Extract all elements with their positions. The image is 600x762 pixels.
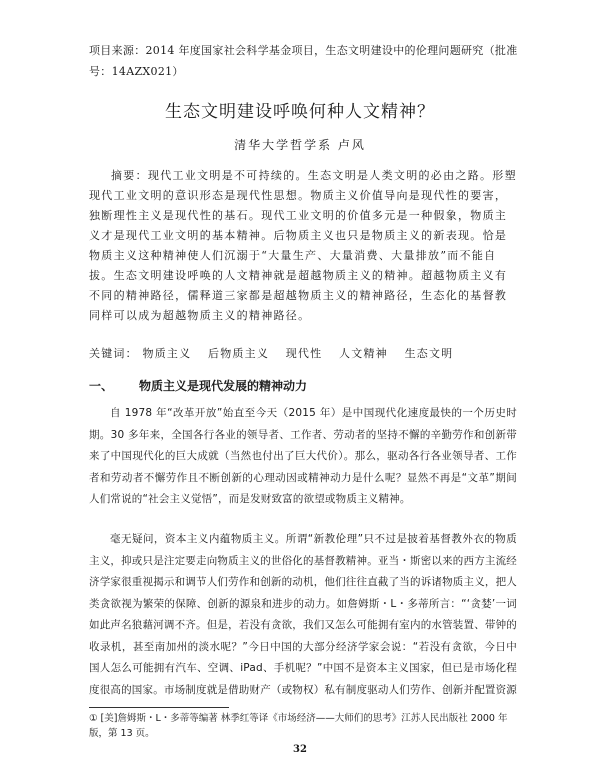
- funding-note: 项目来源：2014 年度国家社会科学基金项目，生态文明建设中的伦理问题研究（批准号：14AZX021）: [89, 44, 518, 78]
- article-title: 生态文明建设呼唤何种人文精神？: [165, 102, 435, 122]
- section-heading: [89, 377, 517, 394]
- keywords-label: 关键词：: [89, 347, 138, 360]
- abstract: 摘要：现代工业文明是不可持续的。生态文明是人类文明的必由之路。形塑现代工业文明的意识形态是现代性思想。物质主义价值导向是现代性的要害，独断理性主义是现代性的基石。现代工业文明的价值多元是一种假象，物质主义才是现代工业文明的基本精神。后物质主义也只是物质主义的新表现。恰是物质主义这种精神使人们沉溺于“大量生产、大量消费、大量排放”而不能自拔。生态文明建设呼唤的人文精神就是超越物质主义的精神。超越物质主义有不同的精神路径，儒释道三家都是超越物质主义的精神路径，生态化的基督教同样可以成为超越物质主义的精神路径。: [89, 169, 517, 322]
- footnote-divider: [89, 707, 229, 708]
- body-paragraph: 自 1978 年“改革开放”始直至今天（2015 年）是中国现代化速度最快的一个历史时期。30 多年来，全国各行各业的领导者、工作者、劳动者的坚持不懈的辛勤劳作和创新带来了中国现代化的巨大成就（当然也付出了巨大代价）。那么，驱动各行各业领导者、工作者和劳动者不懈劳作且不断创新的心理动因或精神动力是什么呢？显然不再是“文革”期间人们常说的“社会主义觉悟”，而是发财致富的欲望或物质主义精神。: [89, 407, 517, 505]
- keyword: 物质主义: [142, 347, 192, 360]
- keyword: 后物质主义: [208, 347, 270, 360]
- section-number: 一、: [89, 379, 114, 393]
- page-number: 32: [293, 744, 307, 755]
- section-title: 物质主义是现代发展的精神动力: [139, 379, 308, 393]
- author-line: 清华大学哲学系 卢风: [234, 138, 366, 152]
- keywords-line: [89, 345, 517, 361]
- footnote: ① [美]詹姆斯・L・多蒂等编著 林季红等译《市场经济——大师们的思考》江苏人民出版社 2000 年版，第 13 页。: [89, 713, 508, 739]
- keyword: 现代性: [285, 347, 323, 360]
- keyword: 人文精神: [339, 347, 388, 360]
- body-paragraph: 毫无疑问，资本主义内蕴物质主义。所谓“新教伦理”只不过是披着基督教外衣的物质主义，抑或只是注定要走向物质主义的世俗化的基督教精神。亚当・斯密以来的西方主流经济学家很重视揭示和调节人们劳作和创新的动机，他们往往直截了当的诉诸物质主义，把人类贪欲视为繁荣的保障、创新的源泉和进步的动力。如詹姆斯・L・多蒂所言：“‘贪婪’一词如此声名狼藉河调不齐。但是，若没有贪欲，我们又怎么可能拥有室内的水管装置、带钟的收录机，甚至南加州的淡水呢？”今日中国的大部分经济学家会说：“若没有贪欲，今日中国人怎么可能拥有汽车、空调、iPad、手机呢？”中国不是资本主义国家，但已是市场化程度很高的国家。市场制度就是借助财产（或物权）私有制度驱动人们劳作、创新并配置资源: [89, 533, 517, 696]
- keyword: 生态文明: [404, 347, 454, 360]
